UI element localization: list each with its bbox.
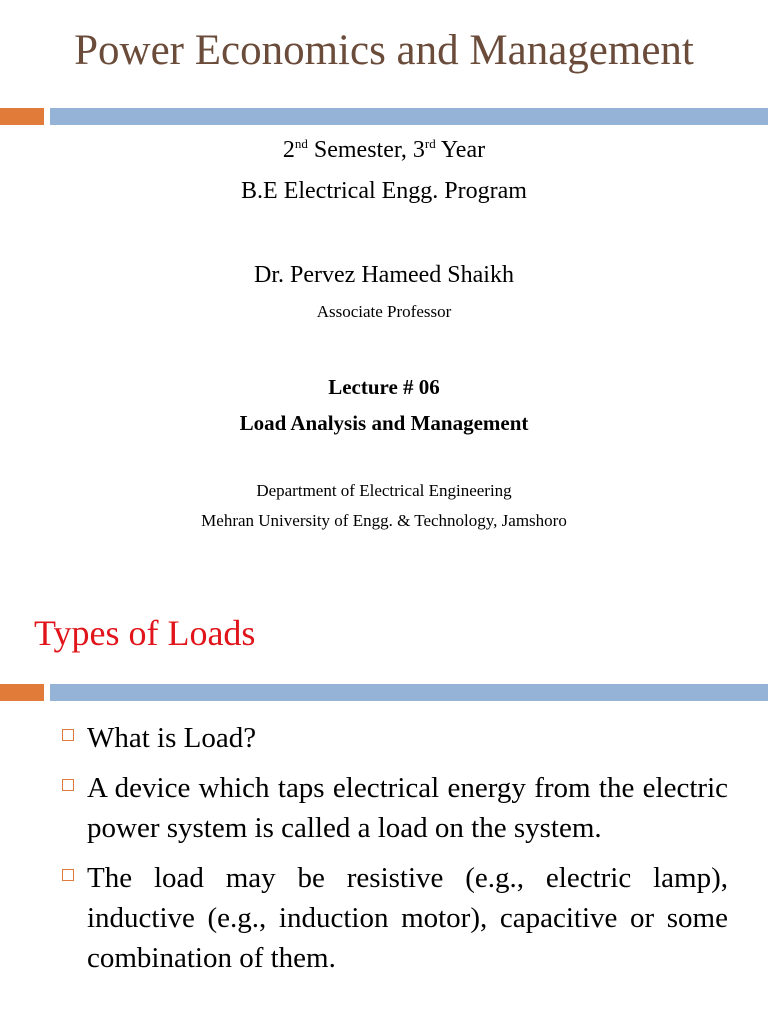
bullet-square-icon <box>62 729 74 741</box>
department-name: Department of Electrical Engineering <box>256 481 512 500</box>
instructor-name: Dr. Pervez Hameed Shaikh <box>254 262 514 288</box>
semester-line: 2nd Semester, 3rd Year <box>282 136 486 163</box>
slide-title: Types of Loads <box>34 613 256 653</box>
list-item: What is Load? <box>62 718 728 758</box>
program-line: B.E Electrical Engg. Program <box>241 178 527 204</box>
content-slide <box>0 588 768 1024</box>
lecture-number: Lecture # 06 <box>328 375 440 399</box>
bullet-list <box>62 718 728 988</box>
list-item: A device which taps electrical energy from the electric power system is called a load on the system. <box>62 768 728 848</box>
list-item: The load may be resistive (e.g., electric lamp), inductive (e.g., induction motor), capacitive or some combination of them. <box>62 858 728 978</box>
bullet-square-icon <box>62 779 74 791</box>
divider-accent-orange <box>0 684 44 701</box>
title-divider-bar <box>0 684 768 701</box>
divider-accent-orange <box>0 108 44 125</box>
slide-title: Power Economics and Management <box>74 27 694 74</box>
title-divider-bar <box>0 108 768 125</box>
university-name: Mehran University of Engg. & Technology, Jamshoro <box>201 511 567 530</box>
instructor-designation: Associate Professor <box>316 302 452 321</box>
bullet-square-icon <box>62 869 74 881</box>
divider-accent-blue <box>50 684 768 701</box>
divider-accent-blue <box>50 108 768 125</box>
lecture-title: Load Analysis and Management <box>239 411 529 435</box>
